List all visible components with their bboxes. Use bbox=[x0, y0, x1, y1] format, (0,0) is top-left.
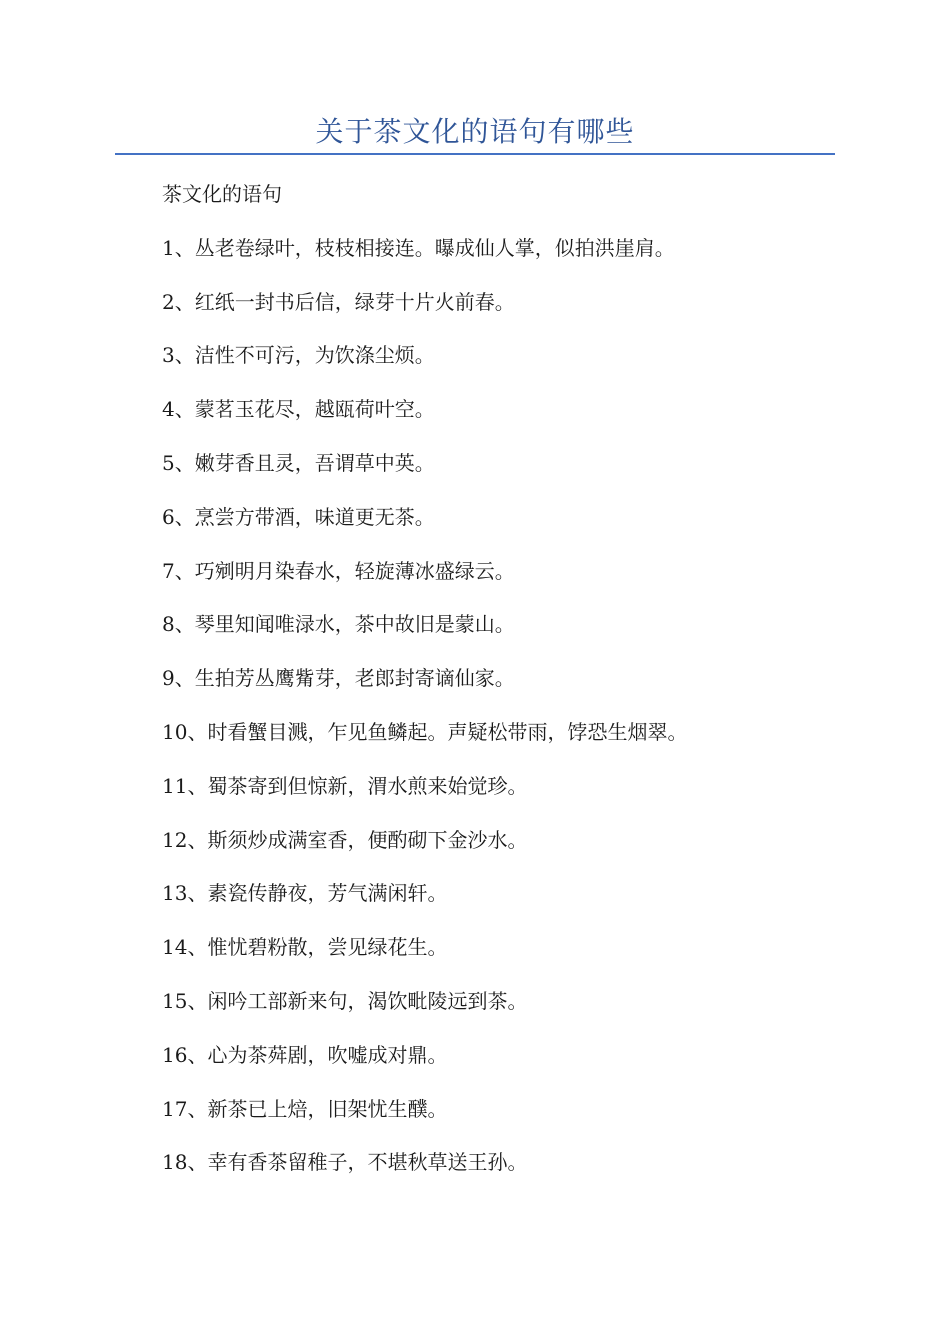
list-item: 4、蒙茗玉花尽，越瓯荷叶空。 bbox=[162, 397, 435, 422]
list-item: 11、蜀茶寄到但惊新，渭水煎来始觉珍。 bbox=[162, 773, 528, 798]
list-item: 15、闲吟工部新来句，渴饮毗陵远到茶。 bbox=[162, 988, 528, 1013]
section-heading: 茶文化的语句 bbox=[162, 182, 282, 206]
list-item: 1、丛老卷绿叶，枝枝相接连。曝成仙人掌，似拍洪崖肩。 bbox=[162, 235, 675, 260]
list-item: 2、红纸一封书后信，绿芽十片火前春。 bbox=[162, 289, 515, 314]
list-item: 13、素瓷传静夜，芳气满闲轩。 bbox=[162, 881, 448, 906]
list-item: 6、烹尝方带酒，味道更无茶。 bbox=[162, 504, 435, 529]
list-item: 3、洁性不可污，为饮涤尘烦。 bbox=[162, 343, 435, 368]
page-title: 关于茶文化的语句有哪些 bbox=[315, 115, 635, 148]
list-item: 9、生拍芳丛鹰觜芽，老郎封寄谪仙家。 bbox=[162, 666, 515, 691]
title-underline bbox=[115, 153, 835, 155]
list-item: 17、新茶已上焙，旧架忧生醭。 bbox=[162, 1096, 448, 1121]
document-body bbox=[162, 176, 862, 1198]
list-item: 18、幸有香茶留稚子，不堪秋草送王孙。 bbox=[162, 1150, 528, 1175]
list-item: 5、嫩芽香且灵，吾谓草中英。 bbox=[162, 450, 435, 475]
list-item: 16、心为茶荈剧，吹嘘成对鼎。 bbox=[162, 1042, 448, 1067]
list-item: 8、琴里知闻唯渌水，茶中故旧是蒙山。 bbox=[162, 612, 515, 637]
list-item: 10、时看蟹目溅，乍见鱼鳞起。声疑松带雨，饽恐生烟翠。 bbox=[162, 719, 688, 744]
list-item: 12、斯须炒成满室香，便酌砌下金沙水。 bbox=[162, 827, 528, 852]
list-item: 14、惟忧碧粉散，尝见绿花生。 bbox=[162, 935, 448, 960]
list-item: 7、巧剜明月染春水，轻旋薄冰盛绿云。 bbox=[162, 558, 515, 583]
